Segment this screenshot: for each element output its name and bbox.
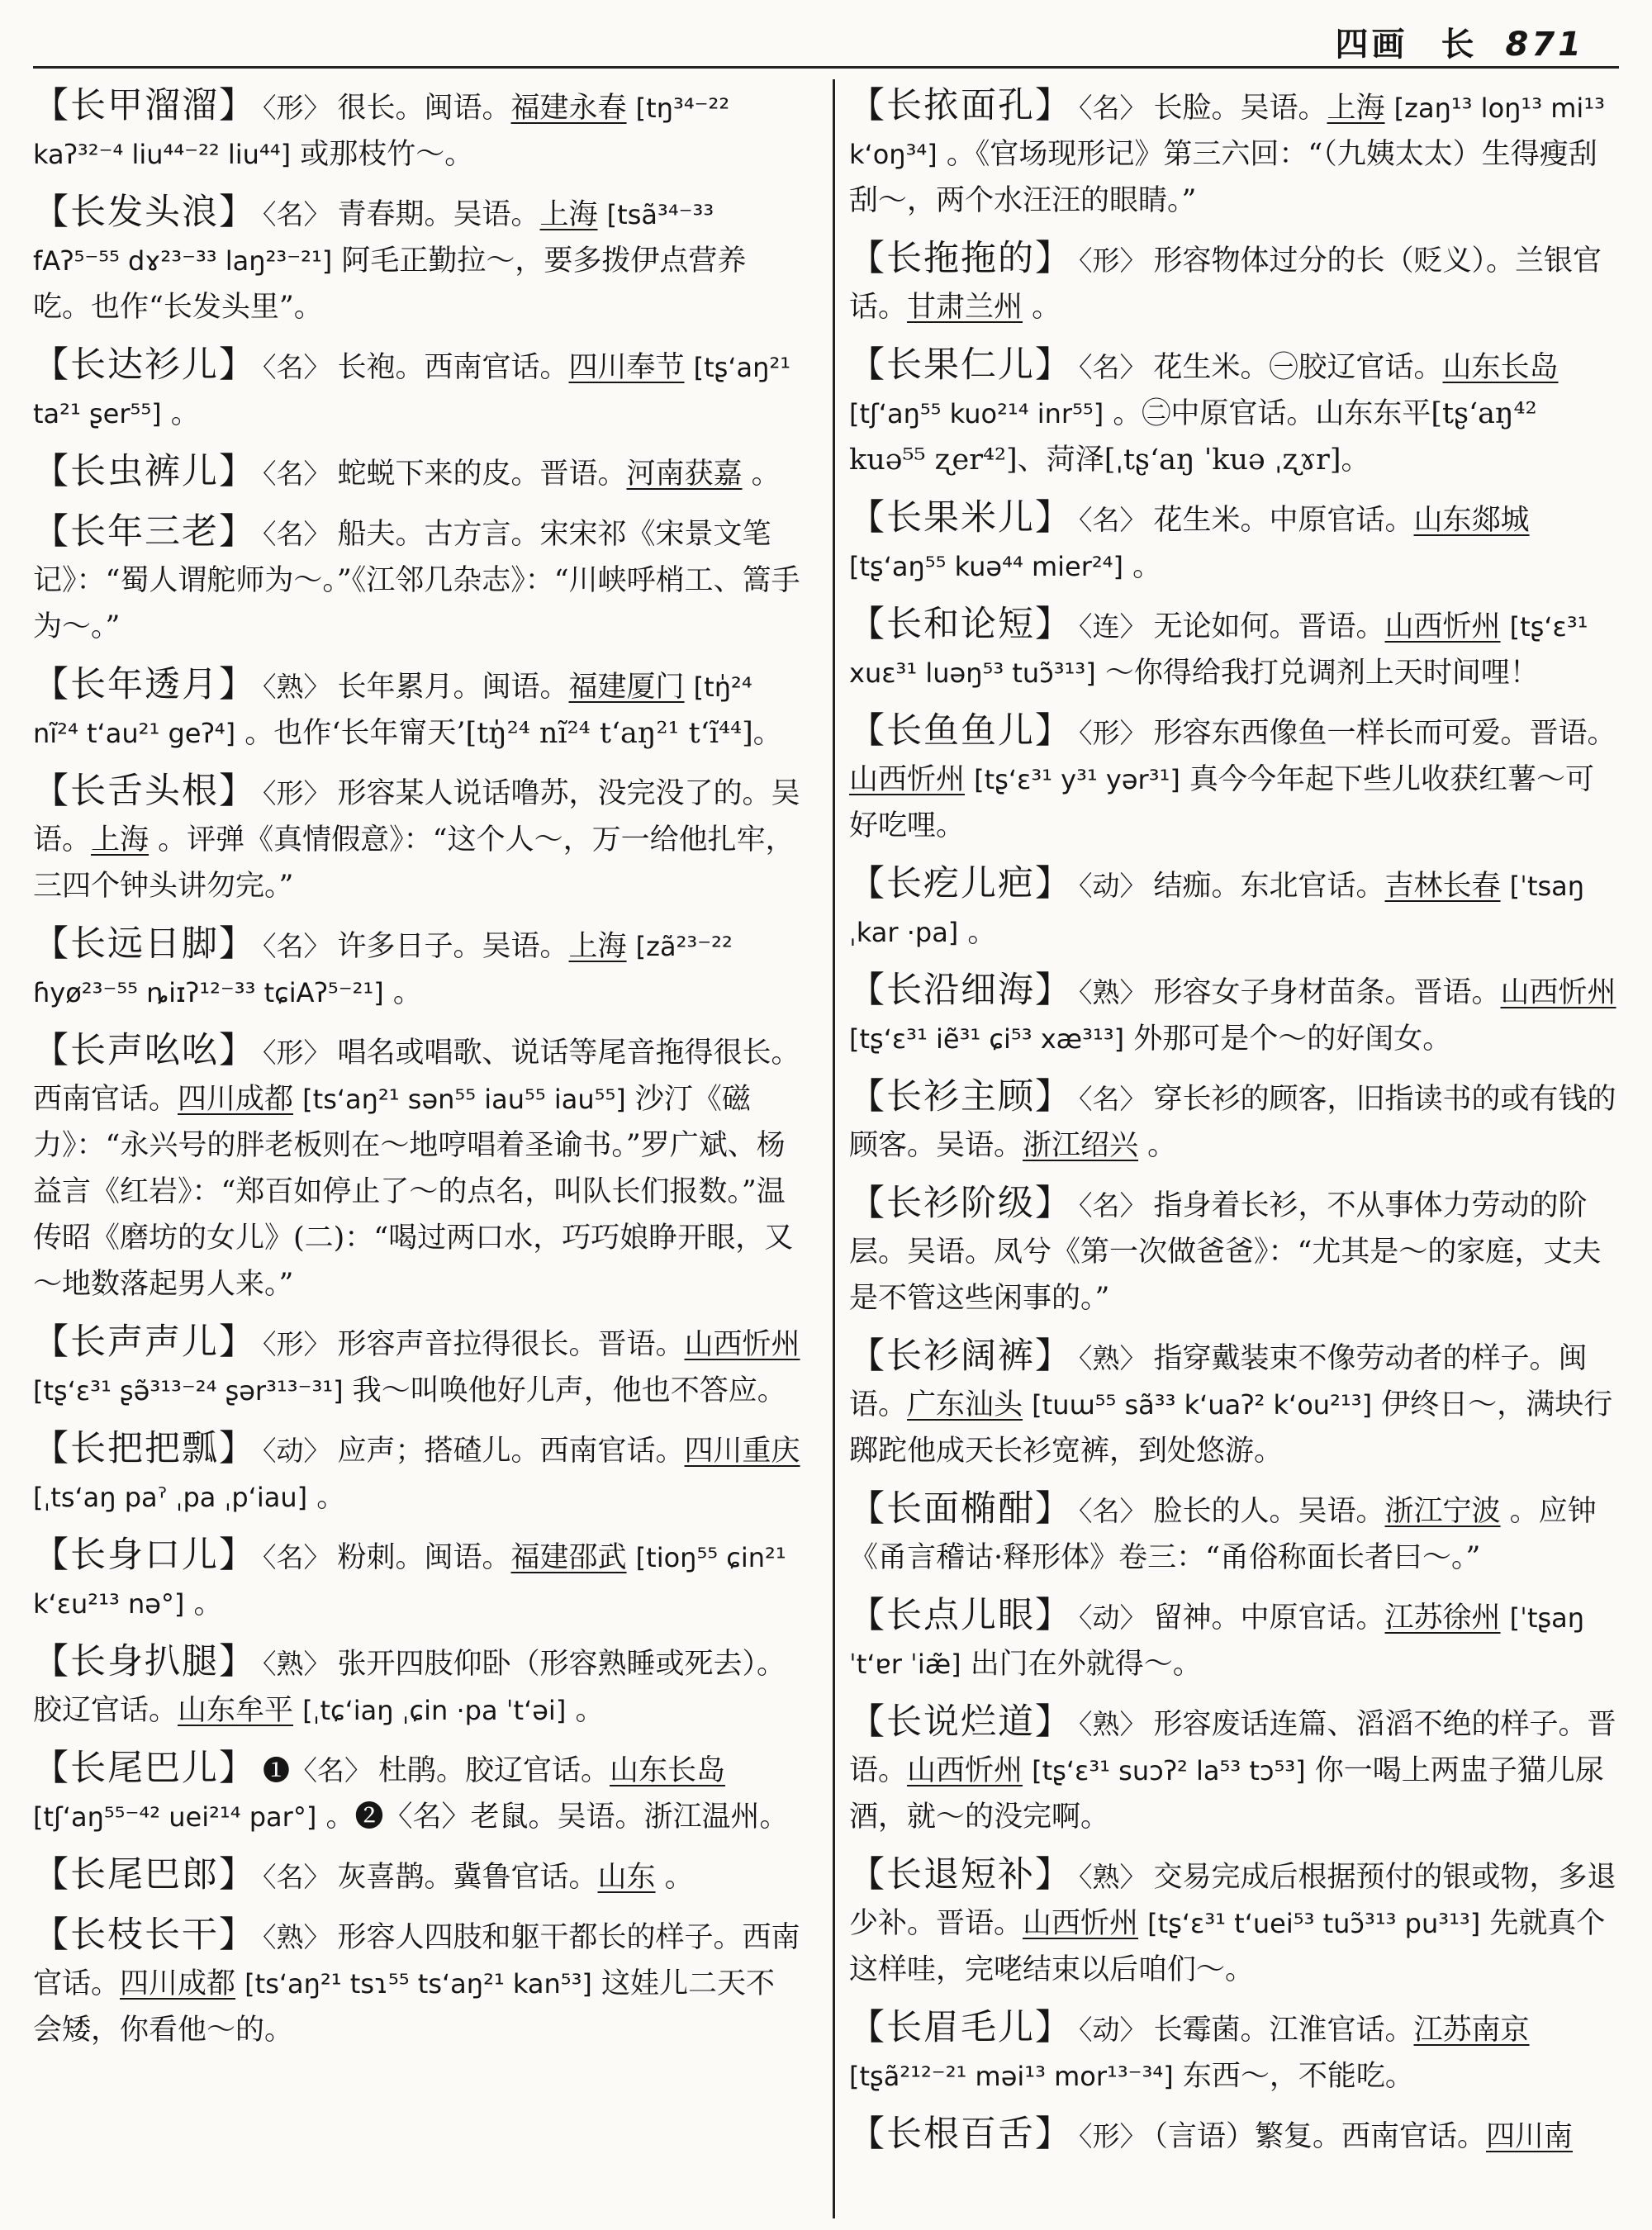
headword: 【长虫裤儿】 (33, 451, 256, 492)
dialect-location: 福建厦门 (568, 671, 685, 704)
right-column (849, 83, 1617, 2171)
dictionary-entry (849, 1699, 1617, 1840)
dictionary-entry (33, 1027, 801, 1307)
example-text: 伊终日～，满块行踯跎他成天长衫宽裤，到处悠游。 (849, 1388, 1613, 1468)
pronunciation: [tʂʻɛ³¹ xuɛ³¹ luəŋ⁵³ tuɔ̃³¹³] (849, 611, 1588, 689)
headword: 【长远日脚】 (33, 923, 256, 965)
dictionary-entry (849, 2005, 1617, 2100)
definition: 青春期。吴语。 (337, 198, 540, 231)
definition: 形容女子身材苗条。晋语。 (1153, 976, 1501, 1009)
definition: 长霉菌。江淮官话。 (1153, 2014, 1414, 2047)
dialect-location: 山西忻州 (1500, 976, 1616, 1009)
headword: 【长根百舌】 (849, 2114, 1072, 2155)
part-of-speech: 〈熟〉 (1079, 976, 1147, 1008)
dictionary-entry (33, 1532, 801, 1627)
headword: 【长鱼鱼儿】 (849, 710, 1072, 752)
example-text: 。 (1032, 291, 1061, 324)
dialect-location: 四川南 (1486, 2120, 1574, 2153)
dialect-location: 福建邵武 (510, 1541, 627, 1574)
pronunciation: [tʂʻɛ³¹ ʂə̃³¹³⁻²⁴ ʂər³¹³⁻³¹] (33, 1375, 344, 1407)
dialect-location: 甘肃兰州 (907, 291, 1023, 324)
definition: 灰喜鹊。冀鲁官话。 (337, 1861, 598, 1894)
dialect-location: 上海 (91, 823, 150, 856)
headword: 【长发头浪】 (33, 192, 256, 233)
headword: 【长达衫儿】 (33, 344, 256, 386)
part-of-speech: 〈动〉 (1079, 2014, 1147, 2046)
part-of-speech: 〈熟〉 (1079, 1708, 1147, 1740)
dictionary-entry (849, 1333, 1617, 1474)
dictionary-entry (33, 1745, 801, 1840)
example-text: ～你得给我打兑调剂上天时间哩！ (1104, 657, 1539, 690)
part-of-speech: 〈名〉 (263, 1541, 331, 1573)
headword: 【长声吆吆】 (33, 1030, 256, 1071)
part-of-speech: 〈名〉 (263, 518, 331, 550)
definition: 长年累月。闽语。 (337, 671, 569, 704)
headword: 【长面椭酣】 (849, 1488, 1072, 1530)
pronunciation: [tʂʻaŋ²¹ ta²¹ ʂer⁵⁵] (33, 352, 791, 429)
pronunciation: [tʃʻaŋ⁵⁵⁻⁴² uei²¹⁴ par°] (33, 1801, 317, 1833)
pronunciation: [zaŋ¹³ loŋ¹³ mi¹³ kʻoŋ³⁴] (849, 93, 1605, 170)
example-text: 真今今年起下些儿收获红薯～可好吃哩。 (849, 763, 1594, 842)
part-of-speech: 〈连〉 (1079, 610, 1147, 643)
example-text: 。评弹《真情假意》：“这个人～，万一给他扎牢，三四个钟头讲勿完。” (33, 823, 795, 903)
part-of-speech: 〈熟〉 (263, 1921, 331, 1953)
headword: 【长年三老】 (33, 511, 256, 553)
dictionary-entry (33, 83, 801, 178)
example-text: 。应钟《甬言稽诂·释形体》卷三：“甬俗称面长者曰～。” (849, 1495, 1597, 1574)
part-of-speech: 〈名〉 (1079, 1083, 1147, 1115)
part-of-speech: 〈形〉 (263, 777, 331, 809)
header-rule (33, 66, 1619, 69)
example-text: 出门在外就得～。 (970, 1648, 1202, 1681)
definition: 杜鹃。胶辽官话。 (378, 1754, 610, 1787)
dialect-location: 山西忻州 (684, 1328, 800, 1361)
dialect-location: 山西忻州 (1023, 1907, 1139, 1940)
headword: 【长拖拖的】 (849, 238, 1072, 279)
dictionary-entry (849, 1074, 1617, 1169)
definition: 指穿戴装束不像劳动者的样子。闽语。 (849, 1342, 1588, 1421)
definition: （言语）繁复。西南官话。 (1153, 2120, 1487, 2153)
dialect-location: 四川成都 (178, 1083, 294, 1116)
pronunciation: [tʂʻɛ³¹ suɔʔ² la⁵³ tɔ⁵³] (1032, 1755, 1306, 1786)
dictionary-entry (33, 768, 801, 909)
part-of-speech: 〈名〉 (263, 198, 331, 230)
dialect-location: 上海 (568, 930, 627, 963)
example-text: 。 (316, 1481, 346, 1514)
definition: 唱名或唱歌、说话等尾音拖得很长。西南官话。 (33, 1037, 800, 1116)
dialect-location: 河南获嘉 (626, 458, 743, 491)
pronunciation: [tʃʻaŋ⁵⁵ kuo²¹⁴ inr⁵⁵] (849, 398, 1104, 429)
part-of-speech: 〈熟〉 (263, 671, 331, 703)
headword: 【长点儿眼】 (849, 1595, 1072, 1636)
part-of-speech: 〈形〉 (1079, 244, 1147, 277)
headword: 【长舌头根】 (33, 771, 256, 812)
part-of-speech: 〈名〉 (1079, 351, 1147, 383)
definition: 花生米。中原官话。 (1153, 504, 1414, 537)
headword: 【长果仁儿】 (849, 344, 1072, 386)
dialect-location: 广东汕头 (907, 1388, 1023, 1421)
dialect-location: 浙江绍兴 (1023, 1129, 1139, 1162)
example-text: 。 (193, 1587, 223, 1620)
part-of-speech: 〈名〉 (263, 458, 331, 490)
example-text: 。也作‘长年甯天’[tŋ̍²⁴ nĩ²⁴ tʻaŋ²¹ tʻĩ⁴⁴]。 (244, 717, 782, 750)
dialect-location: 上海 (1327, 92, 1385, 125)
pronunciation: [tʂã²¹²⁻²¹ məi¹³ mor¹³⁻³⁴] (849, 2061, 1174, 2092)
definition: 蛇蜕下来的皮。晋语。 (337, 458, 627, 491)
dictionary-entry (849, 708, 1617, 849)
dictionary-entry (849, 1486, 1617, 1581)
dictionary-entry (849, 342, 1617, 483)
pronunciation: [zã²³⁻²² ɦyø²³⁻⁵⁵ ȵiɪʔ¹²⁻³³ tɕiAʔ⁵⁻²¹] (33, 931, 733, 1008)
pronunciation: [tŋ̍²⁴ nĩ²⁴ tʻau²¹ geʔ⁴] (33, 671, 752, 749)
definition: 交易完成后根据预付的银或物，多退少补。晋语。 (849, 1861, 1616, 1940)
headword: 【长身扒腿】 (33, 1641, 256, 1682)
example-text: 这娃儿二天不会矮，你看他～的。 (33, 1967, 776, 2047)
header-section: 四画 (1335, 25, 1408, 64)
dialect-location: 四川成都 (120, 1967, 236, 2000)
part-of-speech: 〈形〉 (1079, 2120, 1147, 2152)
pronunciation: [tioŋ⁵⁵ ɕin²¹ kʻɛu²¹³ nə°] (33, 1542, 786, 1620)
pronunciation: [ˌtsʻaŋ paˀ ˌpa ˌpʻiau] (33, 1482, 308, 1513)
part-of-speech: 〈动〉 (263, 1435, 331, 1467)
example-text: 东西～，不能吃。 (1182, 2060, 1414, 2093)
dictionary-entry (33, 1319, 801, 1414)
definition: 留神。中原官话。 (1153, 1601, 1385, 1635)
part-of-speech: 〈熟〉 (1079, 1342, 1147, 1374)
pronunciation: [ˈtsaŋ ˌkar ·pa] (849, 871, 1585, 948)
headword: 【长衫主顾】 (849, 1076, 1072, 1117)
example-text: 。 (664, 1861, 694, 1894)
example-text: 。 (751, 458, 781, 491)
headword: 【长衫阔裤】 (849, 1336, 1072, 1377)
example-text: 。 (967, 916, 997, 949)
headword: 【长声声儿】 (33, 1321, 256, 1363)
part-of-speech: 〈名〉 (263, 930, 331, 962)
headword: 【长把把瓢】 (33, 1428, 256, 1469)
dialect-location: 山西忻州 (849, 763, 966, 796)
headword: 【长甲溜溜】 (33, 85, 256, 126)
dialect-location: 山东长岛 (1442, 351, 1559, 384)
part-of-speech: 〈名〉 (263, 1861, 331, 1893)
dialect-location: 浙江宁波 (1384, 1495, 1501, 1528)
part-of-speech: 〈名〉 (263, 351, 331, 383)
definition: 形容某人说话噜苏，没完没了的。吴语。 (33, 777, 800, 856)
definition: 许多日子。吴语。 (337, 930, 569, 963)
headword: 【长年透月】 (33, 664, 256, 705)
pronunciation: [ˌtɕʻiaŋ ˌɕin ·pa ˈtʻəi] (302, 1695, 567, 1726)
dialect-location: 山西忻州 (1384, 610, 1501, 643)
definition: 脸长的人。吴语。 (1153, 1495, 1385, 1528)
definition: 形容物体过分的长（贬义）。兰银官话。 (849, 244, 1602, 324)
definition: 无论如何。晋语。 (1153, 610, 1385, 643)
part-of-speech: 〈动〉 (1079, 870, 1147, 902)
headword: 【长疙儿疤】 (849, 863, 1072, 904)
definition: 形容东西像鱼一样长而可爱。晋语。 (1153, 717, 1616, 750)
dialect-location: 山东长岛 (610, 1754, 726, 1787)
column-divider (833, 79, 835, 2218)
header-char: 长 (1441, 25, 1478, 64)
definition: 船夫。古方言。 (337, 518, 540, 551)
dialect-location: 吉林长春 (1384, 870, 1501, 903)
definition: 很长。闽语。 (337, 92, 511, 125)
part-of-speech: 〈形〉 (1079, 717, 1147, 749)
dictionary-entry (849, 1852, 1617, 1993)
definition: 指身着长衫，不从事体力劳动的阶层。吴语。 (849, 1189, 1588, 1269)
example-text: 我～叫唤他好儿声，他也不答应。 (352, 1374, 786, 1407)
page-number: 871 (1505, 26, 1584, 64)
headword: 【长退短补】 (849, 1854, 1072, 1896)
definition: 粉刺。闽语。 (337, 1541, 511, 1574)
dictionary-entry (33, 189, 801, 330)
example-text: 。 (575, 1694, 605, 1727)
example-text: 。❷〈名〉老鼠。吴语。浙江温州。 (325, 1801, 789, 1834)
dictionary-entry (33, 921, 801, 1016)
dictionary-entry (849, 861, 1617, 956)
dictionary-entry (33, 662, 801, 757)
dictionary-entry (849, 1592, 1617, 1687)
example-text: 先就真个这样哇，完咾结束以后咱们～。 (849, 1907, 1606, 1986)
headword: 【长说烂道】 (849, 1701, 1072, 1743)
dictionary-entry (849, 967, 1617, 1062)
pronunciation: [tsʻaŋ²¹ sən⁵⁵ iau⁵⁵ iau⁵⁵] (302, 1084, 626, 1115)
headword: 【长身口儿】 (33, 1535, 256, 1576)
dictionary-entry (33, 1426, 801, 1521)
part-of-speech: 〈形〉 (263, 1037, 331, 1069)
definition: 长脸。吴语。 (1153, 92, 1327, 125)
definition: 形容废话连篇、滔滔不绝的样子。晋语。 (849, 1708, 1616, 1787)
dictionary-entry (849, 601, 1617, 696)
example-text: 。《官场现形记》第三六回：“（九姨太太）生得瘦刮刮～，两个水汪汪的眼睛。” (849, 138, 1597, 217)
dictionary-entry (849, 83, 1617, 224)
definition: 长袍。西南官话。 (337, 351, 569, 384)
dialect-location: 福建永春 (510, 92, 627, 125)
dictionary-entry (849, 235, 1617, 330)
page-header (0, 0, 1652, 69)
example-text: 凤兮《第一次做爸爸》：“尤其是～的家庭，丈夫是不管这些闲事的。” (849, 1236, 1602, 1315)
headword: 【长枝长干】 (33, 1914, 256, 1956)
dictionary-entry (849, 495, 1617, 590)
headword: 【长和论短】 (849, 604, 1072, 645)
dialect-location: 江苏徐州 (1384, 1601, 1501, 1635)
pronunciation: [ˈtʂaŋ ˈtʻɐr ˈiæ̃] (849, 1602, 1585, 1680)
running-head (1336, 18, 1585, 65)
definition: 结痂。东北官话。 (1153, 870, 1385, 903)
dictionary-entry (849, 1180, 1617, 1321)
headword: 【长尾巴郎】 (33, 1854, 256, 1896)
example-text: 。 (392, 976, 422, 1009)
dictionary-entry (33, 448, 801, 497)
part-of-speech: 〈形〉 (263, 92, 331, 124)
example-text: 阿毛正勤拉～，要多拨伊点营养吃。也作“长发头里”。 (33, 244, 747, 324)
dialect-location: 江苏南京 (1413, 2014, 1530, 2047)
dictionary-entry (849, 2111, 1617, 2160)
example-text: 沙汀《磁力》：“永兴号的胖老板则在～地哼唱着圣谕书。”罗广斌、杨益言《红岩》：“郑百如停止了～的点名，叫队长们报数。”温传昭《磨坊的女儿》(二)：“喝过两口水，巧巧娘睁开眼，又～地数落起男人来。” (33, 1083, 794, 1301)
part-of-speech: 〈名〉 (1079, 1495, 1147, 1527)
pronunciation: [tʂʻɛ³¹ iẽ³¹ ɕi⁵³ xæ³¹³] (849, 1023, 1125, 1055)
example-text: 。 (1132, 550, 1162, 583)
pronunciation: [tʂʻɛ³¹ tʻuei⁵³ tuɔ̃³¹³ pu³¹³] (1147, 1908, 1481, 1939)
dialect-location: 山东牟平 (178, 1694, 294, 1727)
pronunciation: [tsʻaŋ²¹ tsɿ⁵⁵ tsʻaŋ²¹ kan⁵³] (244, 1968, 592, 2000)
dialect-location: 山东 (597, 1861, 656, 1894)
example-text: 。 (1147, 1129, 1177, 1162)
pronunciation: [tuɯ⁵⁵ sã³³ kʻuaʔ² kʻou²¹³] (1032, 1389, 1373, 1421)
dictionary-entry (33, 1912, 801, 2053)
definition: 花生米。㊀胶辽官话。 (1153, 351, 1443, 384)
definition: 穿长衫的顾客，旧指读书的或有钱的顾客。吴语。 (849, 1083, 1616, 1162)
dictionary-entry (33, 1852, 801, 1900)
headword: 【长果米儿】 (849, 497, 1072, 539)
headword: 【长衫阶级】 (849, 1183, 1072, 1224)
headword: 【长尾巴儿】 (33, 1748, 256, 1789)
headword: 【长沿细海】 (849, 970, 1072, 1011)
example-text: 宋宋祁《宋景文笔记》：“蜀人谓舵师为～。”《江邻几杂志》：“川峡呼梢工、篙手为～。” (33, 518, 800, 643)
part-of-speech: ❶〈名〉 (263, 1754, 372, 1786)
pronunciation: [tʂʻɛ³¹ y³¹ yər³¹] (974, 764, 1180, 795)
definition: 张开四肢仰卧（形容熟睡或死去）。胶辽官话。 (33, 1648, 786, 1727)
dictionary-entry (33, 1639, 801, 1734)
part-of-speech: 〈动〉 (1079, 1601, 1147, 1634)
example-text: 或那枝竹～。 (300, 138, 474, 171)
left-column (33, 83, 801, 2065)
dialect-location: 四川奉节 (568, 351, 685, 384)
part-of-speech: 〈名〉 (1079, 1189, 1147, 1222)
dialect-location: 上海 (539, 198, 598, 231)
pronunciation: [tŋ³⁴⁻²² kaʔ³²⁻⁴ liu⁴⁴⁻²² liu⁴⁴] (33, 93, 730, 170)
definition: 应声；搭碴儿。西南官话。 (337, 1435, 685, 1468)
example-text: 你一喝上两盅子猫儿尿酒，就～的没完啊。 (849, 1754, 1604, 1834)
pronunciation: [tsã³⁴⁻³³ fAʔ⁵⁻⁵⁵ dɤ²³⁻³³ laŋ²³⁻²¹] (33, 199, 714, 277)
dictionary-entry (33, 342, 801, 437)
dialect-location: 四川重庆 (684, 1435, 800, 1468)
part-of-speech: 〈形〉 (263, 1328, 331, 1360)
headword: 【长眉毛儿】 (849, 2007, 1072, 2048)
part-of-speech: 〈熟〉 (263, 1648, 331, 1680)
headword: 【长挔面孔】 (849, 85, 1072, 126)
example-text: 。㊁中原官话。山东东平[tʂʻaŋ⁴² kuə⁵⁵ ʐer⁴²]、菏泽[ˌtʂʻaŋ ˈkuə ˌʐɤr]。 (849, 397, 1537, 477)
definition: 形容人四肢和躯干都长的样子。西南官话。 (33, 1921, 800, 2000)
example-text: 。 (170, 397, 200, 430)
part-of-speech: 〈熟〉 (1079, 1861, 1147, 1893)
example-text: 外那可是个～的好闺女。 (1133, 1022, 1452, 1056)
dialect-location: 山东郯城 (1413, 504, 1530, 537)
part-of-speech: 〈名〉 (1079, 504, 1147, 536)
definition: 形容声音拉得很长。晋语。 (337, 1328, 685, 1361)
part-of-speech: 〈名〉 (1079, 92, 1147, 124)
pronunciation: [tʂʻaŋ⁵⁵ kuə⁴⁴ mier²⁴] (849, 551, 1123, 582)
dialect-location: 山西忻州 (907, 1754, 1023, 1787)
dictionary-entry (33, 509, 801, 650)
